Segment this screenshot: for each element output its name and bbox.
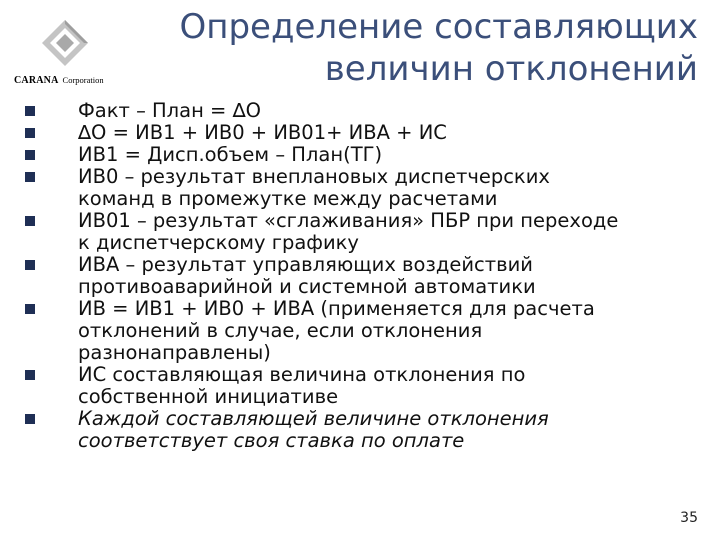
carana-diamond-icon bbox=[40, 18, 90, 68]
list-item bbox=[0, 144, 700, 166]
square-bullet-icon bbox=[25, 106, 35, 116]
logo-wordmark bbox=[14, 70, 104, 88]
page-number: 35 bbox=[680, 510, 698, 526]
square-bullet-icon bbox=[25, 414, 35, 424]
list-item-text: ИВ = ИВ1 + ИВ0 + ИВА (применяется для расчета отклонений в случае, если отклонения разнонаправлены) bbox=[78, 297, 595, 364]
list-item bbox=[0, 408, 700, 452]
list-item-text: Факт – План = ∆О bbox=[78, 99, 261, 122]
square-bullet-icon bbox=[25, 150, 35, 160]
list-item bbox=[0, 254, 700, 298]
square-bullet-icon bbox=[25, 172, 35, 182]
square-bullet-icon bbox=[25, 370, 35, 380]
square-bullet-icon bbox=[25, 260, 35, 270]
logo-corporation: Corporation bbox=[62, 75, 104, 85]
company-logo bbox=[14, 18, 114, 86]
list-item bbox=[0, 100, 700, 122]
list-item bbox=[0, 210, 700, 254]
list-item-text: ИВ01 – результат «сглаживания» ПБР при переходе к диспетчерскому графику bbox=[78, 209, 619, 254]
list-item-text: ИВ1 = Дисп.объем – План(ТГ) bbox=[78, 143, 383, 166]
square-bullet-icon bbox=[25, 304, 35, 314]
title-line-2: величин отклонений bbox=[324, 49, 698, 89]
square-bullet-icon bbox=[25, 128, 35, 138]
list-item bbox=[0, 122, 700, 144]
title-line-1: Определение составляющих bbox=[179, 7, 698, 47]
slide-title bbox=[138, 6, 698, 90]
list-item bbox=[0, 166, 700, 210]
square-bullet-icon bbox=[25, 216, 35, 226]
list-item-text: ∆О = ИВ1 + ИВ0 + ИВ01+ ИВА + ИС bbox=[78, 121, 447, 144]
list-item-text: ИВ0 – результат внеплановых диспетчерских команд в промежутке между расчетами bbox=[78, 165, 550, 210]
bullet-list bbox=[0, 100, 700, 452]
logo-brand: CARANA bbox=[14, 75, 59, 86]
list-item-text: ИС составляющая величина отклонения по собственной инициативе bbox=[78, 363, 526, 408]
list-item bbox=[0, 298, 700, 364]
list-item bbox=[0, 364, 700, 408]
list-item-text: Каждой составляющей величине отклонения соответствует своя ставка по оплате bbox=[78, 407, 549, 452]
list-item-text: ИВА – результат управляющих воздействий противоаварийной и системной автоматики bbox=[78, 253, 536, 298]
